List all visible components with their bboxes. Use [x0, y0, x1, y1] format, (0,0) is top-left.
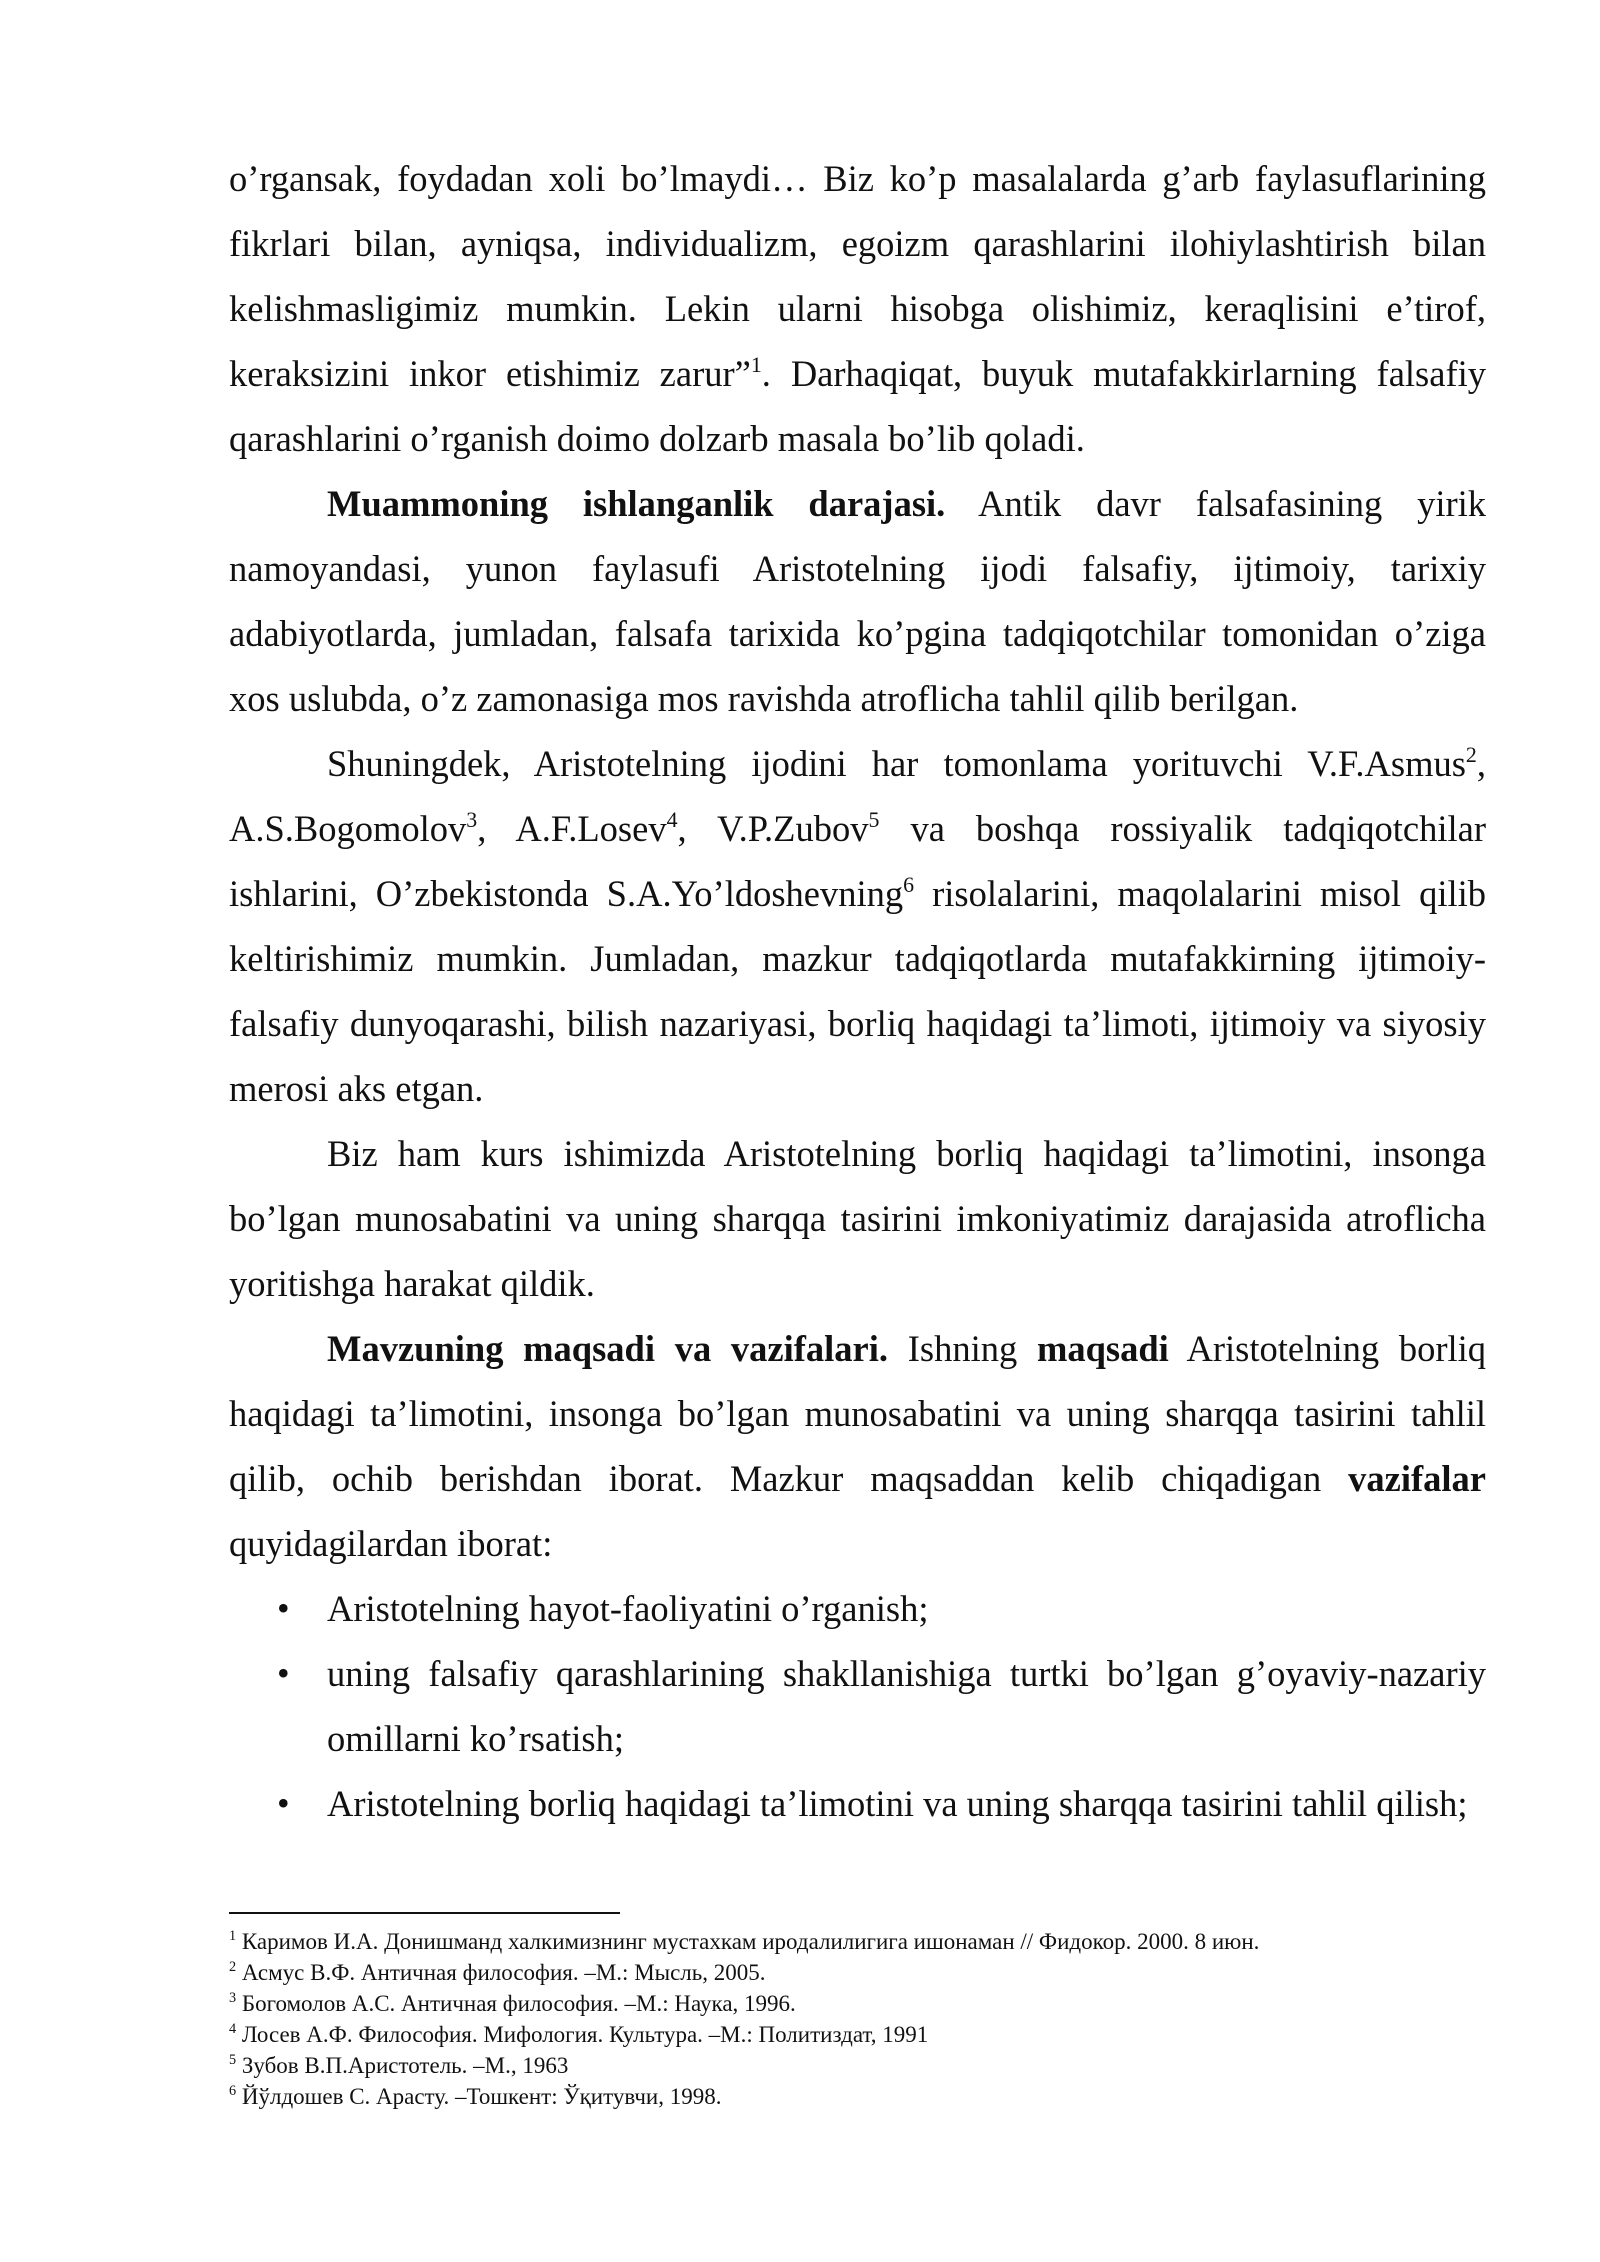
- footnote-text: Йўлдошев С. Арасту. –Тошкент: Ўқитувчи, 1998.: [236, 2084, 722, 2109]
- paragraph-text: risolalarini, maqolalarini misol qilib keltirishimiz mumkin. Jumladan, mazkur tadqiqotlarda mutafakkirning ijtimoiy-falsafiy dunyoqarashi, bilish nazariyasi, borliq haqidagi ta’limoti, ijtimoiy va siyosiy merosi aks etgan.: [229, 873, 1486, 1109]
- paragraph-text: . Darhaqiqat, buyuk mutafakkirlarning falsafiy qarashlarini o’rganish doimo dolzarb masala bo’lib qoladi.: [229, 353, 1486, 459]
- bullet-icon: •: [277, 1588, 290, 1628]
- paragraph-text: va boshqa rossiyalik tadqiqotchilar ishlarini, O’zbekistonda S.A.Yo’ldoshevning: [229, 808, 1486, 914]
- footnote-ref-4: 4: [666, 806, 678, 832]
- footnote-text: Каримов И.А. Донишманд халкимизнинг мустахкам иродалилигига ишонаман // Фидокор. 2000. 8 июн.: [236, 1929, 1260, 1954]
- bold-term: maqsadi: [1036, 1328, 1169, 1369]
- footnote-text: Богомолов А.С. Античная философия. –М.: Наука, 1996.: [236, 1991, 796, 2016]
- paragraph-text: Aristotelning borliq haqidagi ta’limotini, insonga bo’lgan munosabatini va uning sharqqa tasirini tahlil qilib, ochib berishdan iborat. Mazkur maqsaddan kelib chiqadigan: [229, 1328, 1487, 1499]
- footnote-5: [229, 2050, 1486, 2081]
- footnotes: [229, 1926, 1486, 2112]
- paragraph-text: Biz ham kurs ishimizda Aristotelning borliq haqidagi ta’limotini, insonga bo’lgan munosabatini va uning sharqqa tasirini imkoniyatimiz darajasida atroflicha yoritishga harakat qildik.: [229, 1133, 1486, 1304]
- paragraph-text: o’rgansak, foydadan xoli bo’lmaydi… Biz ko’p masalalarda g’arb faylasuflarining fikrlari bilan, ayniqsa, individualizm, egoizm qarashlarini ilohiylashtirish bilan kelishmasligimiz mumkin. Lekin ularni hisobga olishimiz, keraqlisini e’tirof, keraksizini inkor etishimiz zarur”: [229, 158, 1486, 394]
- list-item: [229, 1771, 1486, 1836]
- paragraph-text: Shuningdek, Aristotelning ijodini har tomonlama yorituvchi V.F.Asmus: [327, 743, 1466, 784]
- main-text: [229, 146, 1486, 1836]
- footnote-number: 2: [229, 1958, 237, 1975]
- footnote-3: [229, 1988, 1486, 2019]
- bullet-icon: •: [277, 1783, 290, 1823]
- paragraph-text: , A.F.Losev: [477, 808, 667, 849]
- list-item: [229, 1641, 1486, 1771]
- footnote-ref-5: 5: [868, 806, 880, 832]
- paragraph-text: quyidagilardan iborat:: [229, 1523, 553, 1564]
- footnote-ref-6: 6: [903, 871, 915, 897]
- task-list: [229, 1576, 1486, 1836]
- footnote-number: 1: [229, 1927, 237, 1944]
- list-item-text: Aristotelning hayot-faoliyatini o’rganish;: [327, 1588, 929, 1629]
- paragraph-text: , A.S.Bogomolov: [229, 743, 1486, 849]
- footnote-separator: [229, 1912, 620, 1914]
- footnote-number: 3: [229, 1989, 237, 2006]
- footnote-6: [229, 2081, 1486, 2112]
- footnote-number: 5: [229, 2051, 237, 2068]
- bullet-icon: •: [277, 1653, 290, 1693]
- footnote-text: Лосев А.Ф. Философия. Мифология. Культура. –М.: Политиздат, 1991: [236, 2022, 929, 2047]
- footnote-ref-1: 1: [750, 351, 762, 377]
- footnote-2: [229, 1957, 1486, 1988]
- footnote-text: Зубов В.П.Аристотель. –М., 1963: [236, 2053, 569, 2078]
- footnote-1: [229, 1926, 1486, 1957]
- paragraph-goals: [229, 1316, 1486, 1576]
- list-item: [229, 1576, 1486, 1641]
- list-item-text: Aristotelning borliq haqidagi ta’limotini va uning sharqqa tasirini tahlil qilish;: [327, 1783, 1468, 1824]
- footnote-text: Асмус В.Ф. Античная философия. –М.: Мысль, 2005.: [236, 1960, 766, 1985]
- footnote-ref-2: 2: [1465, 741, 1477, 767]
- footnote-number: 4: [229, 2020, 237, 2037]
- paragraph-text: , V.P.Zubov: [677, 808, 869, 849]
- footnote-ref-3: 3: [466, 806, 478, 832]
- paragraph-1: [229, 146, 1486, 471]
- footnote-number: 6: [229, 2082, 237, 2099]
- paragraph-researchers: [229, 731, 1486, 1121]
- footnote-4: [229, 2019, 1486, 2050]
- section-heading: Muammoning ishlanganlik darajasi.: [327, 483, 946, 524]
- paragraph-text: Ishning: [888, 1328, 1037, 1369]
- section-heading: Mavzuning maqsadi va vazifalari.: [327, 1328, 889, 1369]
- paragraph-problem-study: [229, 471, 1486, 731]
- paragraph-course-work: [229, 1121, 1486, 1316]
- paragraph-text: Antik davr falsafasining yirik namoyandasi, yunon faylasufi Aristotelning ijodi falsafiy, ijtimoiy, tarixiy adabiyotlarda, jumladan, falsafa tarixida ko’pgina tadqiqotchilar tomonidan o’ziga xos uslubda, o’z zamonasiga mos ravishda atroflicha tahlil qilib berilgan.: [229, 483, 1486, 719]
- list-item-text: uning falsafiy qarashlarining shakllanishiga turtki bo’lgan g’oyaviy-nazariy omillarni ko’rsatish;: [327, 1653, 1486, 1759]
- bold-term: vazifalar: [1348, 1458, 1486, 1499]
